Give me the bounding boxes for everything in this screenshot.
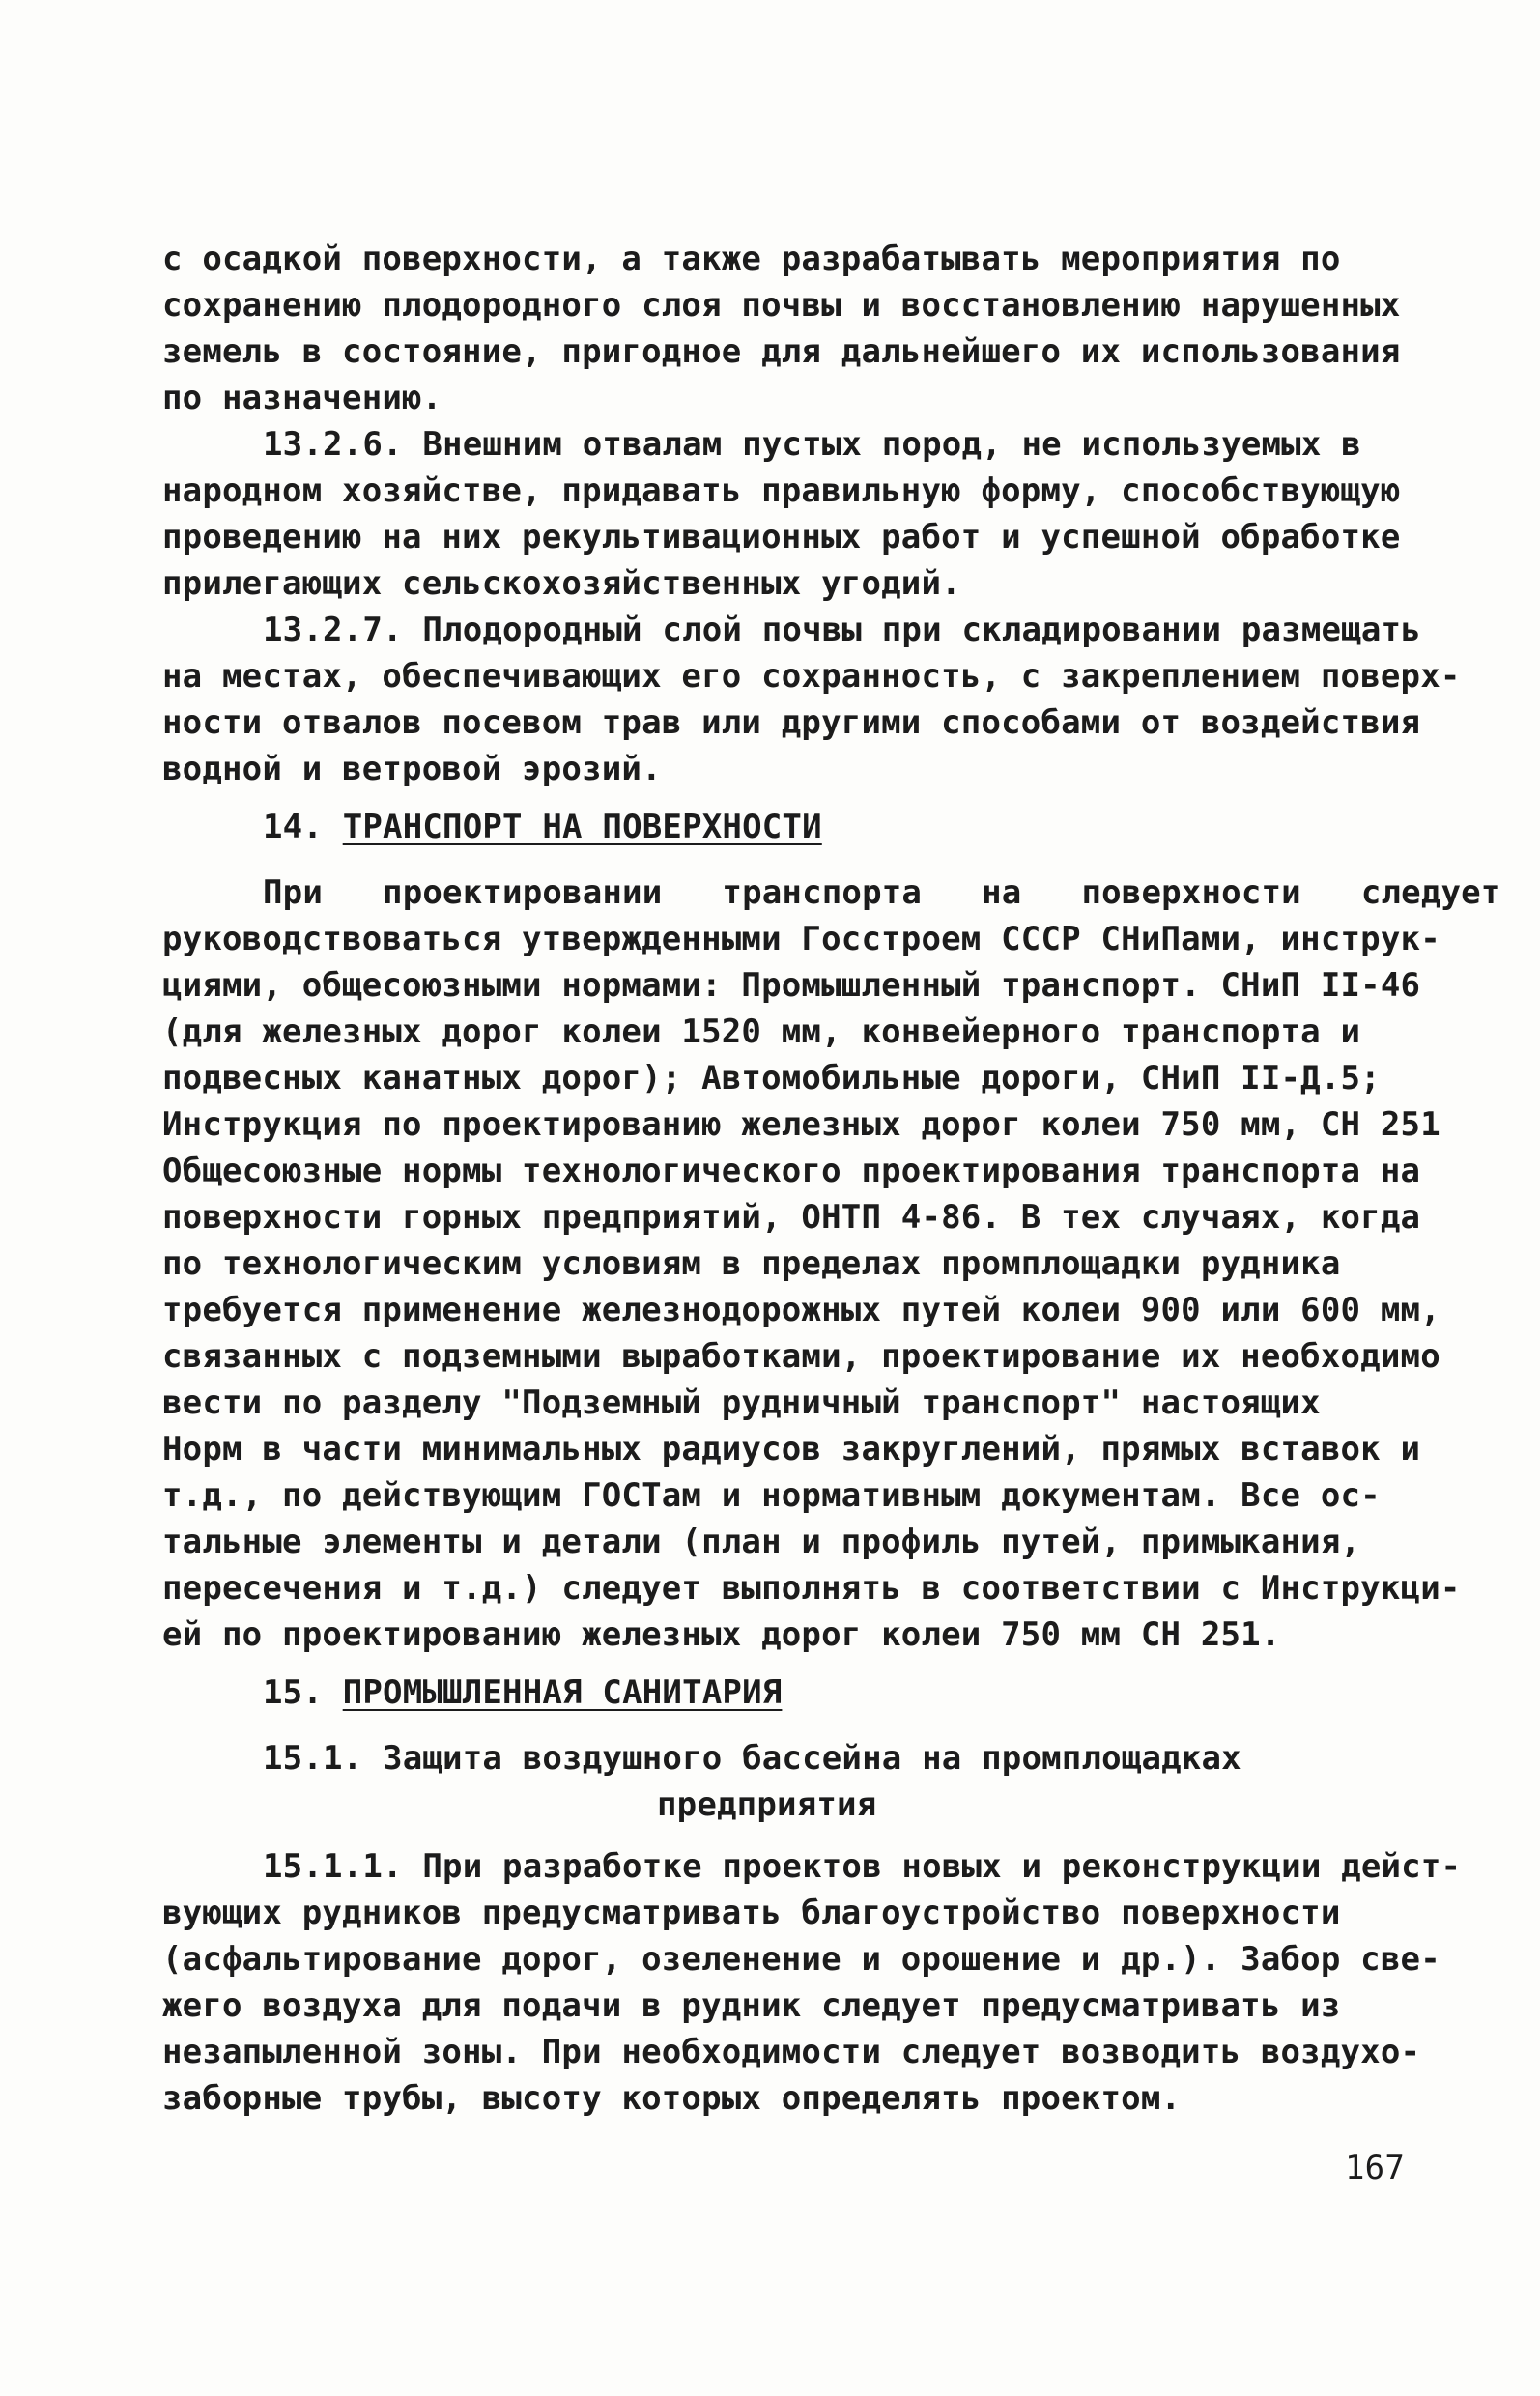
text-line: земель в состояние, пригодное для дальнейшего их использования (162, 332, 1401, 371)
text-line: (асфальтирование дорог, озеленение и орошение и др.). Забор све- (162, 1940, 1440, 1979)
text-line: по назначению. (162, 379, 442, 417)
subsection-heading-continuation: предприятия (657, 1785, 877, 1824)
text-line: связанных с подземными выработками, проектирование их необходимо (162, 1337, 1440, 1376)
text-line: Норм в части минимальных радиусов закруглений, прямых вставок и (162, 1430, 1421, 1469)
text-line: тальные элементы и детали (план и профиль путей, примыкания, (162, 1523, 1361, 1561)
text-line: прилегающих сельскохозяйственных угодий. (162, 564, 961, 603)
section-title: ПРОМЫШЛЕННАЯ САНИТАРИЯ (342, 1673, 783, 1712)
text-line: Общесоюзные нормы технологического проектирования транспорта на (162, 1152, 1421, 1190)
text-line: ности отвалов посевом трав или другими способами от воздействия (162, 703, 1421, 742)
subsection-heading: 15.1. Защита воздушного бассейна на промплощадках (263, 1739, 1241, 1778)
text-line: народном хозяйстве, придавать правильную форму, способствующую (162, 471, 1401, 510)
text-line: Инструкция по проектированию железных дорог колеи 750 мм, СН 251 (162, 1105, 1440, 1144)
section-heading-15 (263, 1669, 782, 1716)
section-title: ТРАНСПОРТ НА ПОВЕРХНОСТИ (342, 808, 822, 846)
text-line: сохранению плодородного слоя почвы и восстановлению нарушенных (162, 286, 1401, 325)
text-line: с осадкой поверхности, а также разрабатывать мероприятия по (162, 240, 1341, 278)
text-line: пересечения и т.д.) следует выполнять в соответствии с Инструкци- (162, 1569, 1461, 1608)
page-number: 167 (1345, 2149, 1406, 2187)
text-line: поверхности горных предприятий, ОНТП 4-86. В тех случаях, когда (162, 1198, 1421, 1237)
text-line: жего воздуха для подачи в рудник следует предусматривать из (162, 1986, 1341, 2025)
text-line: на местах, обеспечивающих его сохранность, с закреплением поверх- (162, 657, 1461, 696)
text-line: 13.2.7. Плодородный слой почвы при складировании размещать (263, 611, 1421, 649)
section-heading-14 (263, 804, 822, 850)
section-number: 14. (263, 808, 343, 846)
text-line: подвесных канатных дорог); Автомобильные дороги, СНиП II-Д.5; (162, 1059, 1381, 1098)
text-line: ей по проектированию железных дорог колеи 750 мм СН 251. (162, 1615, 1281, 1654)
text-line: 15.1.1. При разработке проектов новых и реконструкции дейст- (263, 1847, 1462, 1886)
text-line: заборные трубы, высоту которых определять проектом. (162, 2079, 1182, 2118)
text-line: вующих рудников предусматривать благоустройство поверхности (162, 1894, 1341, 1932)
text-line: т.д., по действующим ГОСТам и нормативным документам. Все ос- (162, 1476, 1381, 1515)
text-line: циями, общесоюзными нормами: Промышленный транспорт. СНиП II-46 (162, 966, 1421, 1005)
text-line: проведению на них рекультивационных работ и успешной обработке (162, 518, 1401, 556)
text-line: по технологическим условиям в пределах промплощадки рудника (162, 1244, 1341, 1283)
text-line: При проектировании транспорта на поверхности следует (263, 873, 1501, 912)
text-line: (для железных дорог колеи 1520 мм, конвейерного транспорта и (162, 1013, 1361, 1051)
text-line: требуется применение железнодорожных путей колеи 900 или 600 мм, (162, 1291, 1440, 1329)
text-line: незапыленной зоны. При необходимости следует возводить воздухо- (162, 2033, 1421, 2071)
text-line: вести по разделу "Подземный рудничный транспорт" настоящих (162, 1383, 1321, 1422)
section-number: 15. (263, 1673, 343, 1712)
text-line: 13.2.6. Внешним отвалам пустых пород, не используемых в (263, 425, 1361, 464)
text-line: водной и ветровой эрозий. (162, 750, 662, 788)
text-line: руководствоваться утвержденными Госстроем СССР СНиПами, инструк- (162, 920, 1440, 958)
